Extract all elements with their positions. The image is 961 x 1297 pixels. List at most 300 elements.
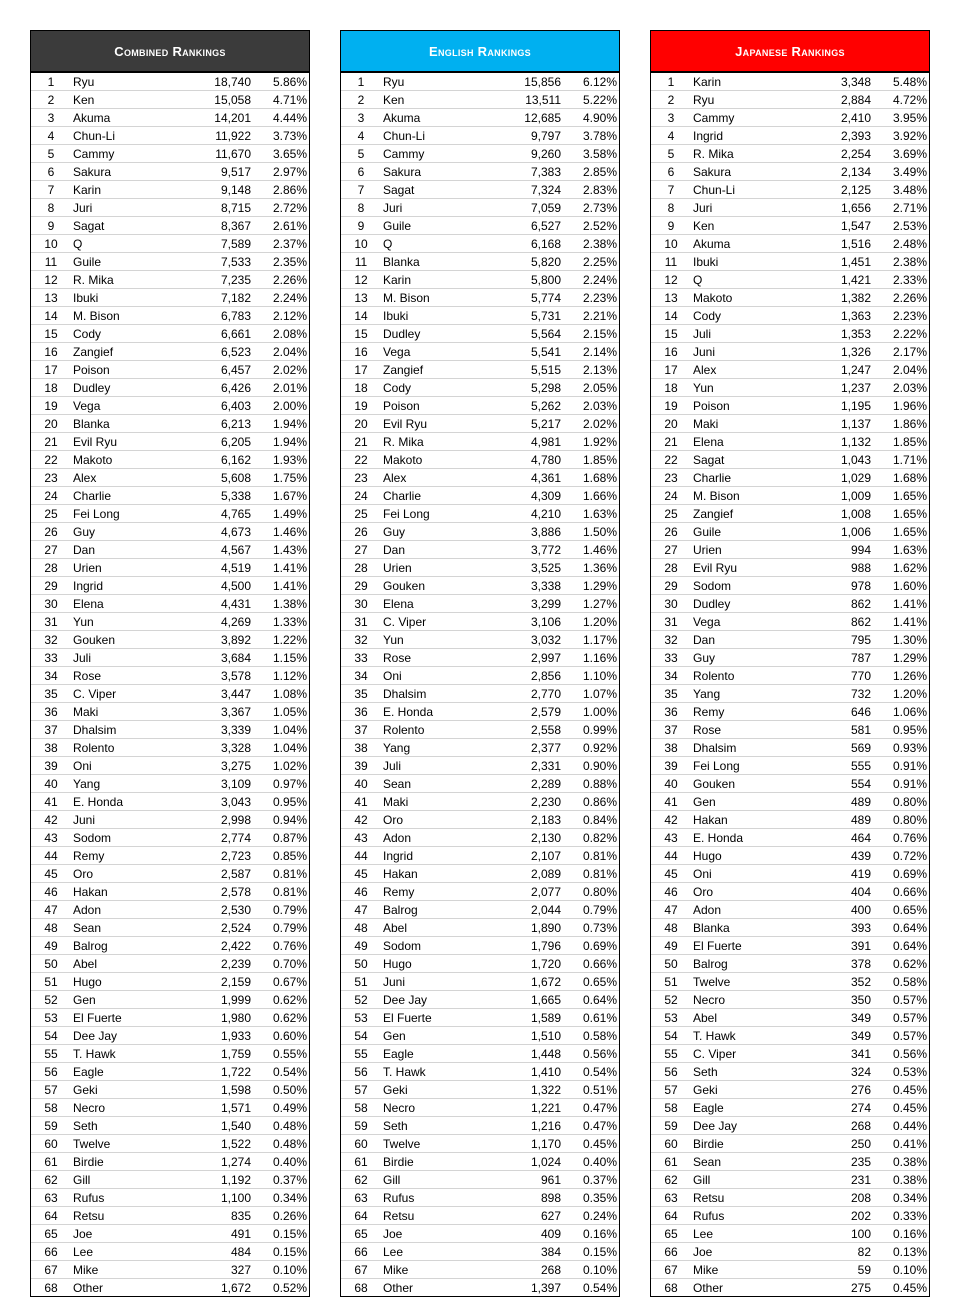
table-row [31, 649, 309, 667]
character-name-cell: Rose [689, 721, 789, 739]
character-name-cell: Fei Long [379, 505, 479, 523]
percent-cell: 1.16% [561, 649, 619, 667]
count-cell: 1,672 [220, 1280, 251, 1295]
character-name-cell: Q [69, 235, 169, 253]
rank-cell: 6 [341, 163, 379, 181]
percent-cell: 3.78% [561, 127, 619, 145]
rank-cell: 41 [651, 793, 689, 811]
rank-cell: 63 [341, 1189, 379, 1207]
count-cell: 3,525 [479, 559, 561, 577]
count-cell: 2,393 [789, 127, 871, 145]
rank-cell: 66 [651, 1243, 689, 1261]
count-cell: 1,247 [789, 361, 871, 379]
character-name-cell: El Fuerte [379, 1009, 479, 1027]
percent-cell: 0.40% [251, 1153, 309, 1171]
count-cell: 2,044 [479, 901, 561, 919]
percent-cell: 4.71% [251, 91, 309, 109]
percent-cell: 1.94% [251, 415, 309, 433]
percent-cell: 1.68% [871, 469, 929, 487]
character-name-cell: Gen [689, 793, 789, 811]
table-row [651, 667, 929, 685]
character-name-cell: Sakura [689, 163, 789, 181]
table-row [651, 631, 929, 649]
percent-cell: 0.99% [561, 721, 619, 739]
percent-cell: 0.56% [871, 1045, 929, 1063]
count-cell: 7,533 [169, 253, 251, 271]
character-name-cell: R. Mika [689, 145, 789, 163]
character-name-cell: Twelve [379, 1135, 479, 1153]
count-cell: 3,578 [169, 667, 251, 685]
table-row [651, 397, 929, 415]
count-cell: 9,797 [479, 127, 561, 145]
table-row [341, 379, 619, 397]
character-name-cell: Abel [689, 1009, 789, 1027]
rank-cell: 20 [651, 415, 689, 433]
count-cell: 231 [789, 1171, 871, 1189]
table-row [341, 127, 619, 145]
character-name-cell: Fei Long [689, 757, 789, 775]
rank-cell: 36 [651, 703, 689, 721]
count-cell: 2,107 [479, 847, 561, 865]
rank-cell: 8 [341, 199, 379, 217]
character-name-cell: Ibuki [69, 289, 169, 307]
count-cell: 9,517 [169, 163, 251, 181]
character-name-cell: Remy [379, 883, 479, 901]
percent-cell: 0.48% [251, 1117, 309, 1135]
character-name-cell: Evil Ryu [379, 415, 479, 433]
count-cell: 1,759 [169, 1045, 251, 1063]
rank-cell: 25 [341, 505, 379, 523]
percent-cell: 0.15% [251, 1243, 309, 1261]
count-cell: 13,511 [479, 91, 561, 109]
count-cell: 6,213 [169, 415, 251, 433]
count-cell: 1,216 [479, 1117, 561, 1135]
percent-cell: 0.67% [251, 973, 309, 991]
count-cell: 324 [789, 1063, 871, 1081]
rank-cell: 38 [341, 739, 379, 757]
rank-cell: 9 [341, 217, 379, 235]
rank-cell: 29 [31, 577, 69, 595]
character-name-cell: Alex [689, 361, 789, 379]
count-cell: 6,205 [169, 433, 251, 451]
rank-cell: 34 [341, 667, 379, 685]
percent-cell: 2.24% [251, 289, 309, 307]
character-name-cell: Vega [379, 343, 479, 361]
character-name-cell: Sakura [69, 163, 169, 181]
percent-cell: 3.95% [871, 109, 929, 127]
count-cell: 3,367 [169, 703, 251, 721]
count-cell: 1,009 [789, 487, 871, 505]
rank-cell: 42 [341, 811, 379, 829]
character-name-cell: Rufus [689, 1207, 789, 1225]
table-row [341, 685, 619, 703]
rank-cell: 68 [354, 1280, 368, 1295]
table-row [31, 415, 309, 433]
percent-cell: 2.85% [561, 163, 619, 181]
table-row [651, 1117, 929, 1135]
character-name-cell: Yang [69, 775, 169, 793]
rank-cell: 47 [341, 901, 379, 919]
count-cell: 11,670 [169, 145, 251, 163]
percent-cell: 1.41% [871, 613, 929, 631]
character-name-cell: E. Honda [379, 703, 479, 721]
rank-cell: 5 [31, 145, 69, 163]
table-row [341, 1099, 619, 1117]
character-name-cell: Q [689, 271, 789, 289]
percent-cell: 4.44% [251, 109, 309, 127]
rank-cell: 13 [31, 289, 69, 307]
character-name-cell: Twelve [69, 1135, 169, 1153]
rank-cell: 43 [341, 829, 379, 847]
count-cell: 9,148 [169, 181, 251, 199]
percent-cell: 0.72% [871, 847, 929, 865]
table-row [31, 631, 309, 649]
character-name-cell: Sagat [689, 451, 789, 469]
percent-cell: 1.41% [251, 577, 309, 595]
rank-cell: 2 [31, 91, 69, 109]
percent-cell: 1.65% [871, 523, 929, 541]
percent-cell: 2.00% [251, 397, 309, 415]
table-row [31, 307, 309, 325]
percent-cell: 0.80% [871, 811, 929, 829]
character-name-cell: Poison [689, 397, 789, 415]
count-cell: 5,298 [479, 379, 561, 397]
percent-cell: 0.54% [561, 1063, 619, 1081]
rank-cell: 28 [341, 559, 379, 577]
character-name-cell: Makoto [689, 289, 789, 307]
count-cell: 1,008 [789, 505, 871, 523]
percent-cell: 0.94% [251, 811, 309, 829]
table-row [341, 901, 619, 919]
count-cell: 2,289 [479, 775, 561, 793]
percent-cell: 2.73% [561, 199, 619, 217]
percent-cell: 0.97% [251, 775, 309, 793]
character-name-cell: Blanka [69, 415, 169, 433]
count-cell: 787 [789, 649, 871, 667]
rank-cell: 32 [341, 631, 379, 649]
percent-cell: 0.87% [251, 829, 309, 847]
combined-rankings-panel [30, 30, 310, 1297]
rank-cell: 26 [31, 523, 69, 541]
count-cell: 6,523 [169, 343, 251, 361]
table-row [31, 577, 309, 595]
table-row [651, 487, 929, 505]
rank-cell: 47 [651, 901, 689, 919]
table-row [651, 1279, 929, 1297]
rank-cell: 18 [31, 379, 69, 397]
percent-cell: 0.79% [251, 919, 309, 937]
percent-cell: 2.08% [251, 325, 309, 343]
table-row [651, 1189, 929, 1207]
rank-cell: 34 [31, 667, 69, 685]
character-name-cell: Cody [379, 379, 479, 397]
percent-cell: 1.49% [251, 505, 309, 523]
table-row [651, 685, 929, 703]
count-cell: 3,299 [479, 595, 561, 613]
percent-cell: 1.60% [871, 577, 929, 595]
percent-cell: 1.27% [561, 595, 619, 613]
percent-cell: 3.73% [251, 127, 309, 145]
character-name-cell: Oni [69, 757, 169, 775]
table-row [31, 901, 309, 919]
character-name-cell: C. Viper [69, 685, 169, 703]
percent-cell: 1.50% [561, 523, 619, 541]
rank-cell: 31 [341, 613, 379, 631]
count-cell: 4,309 [479, 487, 561, 505]
rank-cell: 44 [651, 847, 689, 865]
rank-cell: 50 [651, 955, 689, 973]
character-name-cell: Gouken [379, 577, 479, 595]
character-name-cell: Chun-Li [689, 181, 789, 199]
count-cell: 795 [789, 631, 871, 649]
percent-cell: 2.38% [871, 253, 929, 271]
table-row [651, 901, 929, 919]
count-cell: 1,672 [479, 973, 561, 991]
count-cell: 1,540 [169, 1117, 251, 1135]
percent-cell: 2.14% [561, 343, 619, 361]
rank-cell: 22 [31, 451, 69, 469]
count-cell: 627 [479, 1207, 561, 1225]
character-name-cell: Ingrid [69, 577, 169, 595]
table-row [341, 919, 619, 937]
count-cell: 208 [789, 1189, 871, 1207]
rank-cell: 59 [651, 1117, 689, 1135]
count-cell: 6,403 [169, 397, 251, 415]
table-row [341, 199, 619, 217]
count-cell: 2,884 [789, 91, 871, 109]
table-row [341, 829, 619, 847]
rank-cell: 43 [651, 829, 689, 847]
count-cell: 2,183 [479, 811, 561, 829]
rank-cell: 9 [31, 217, 69, 235]
rank-cell: 49 [341, 937, 379, 955]
percent-cell: 3.58% [561, 145, 619, 163]
table-row [651, 181, 929, 199]
count-cell: 1,363 [789, 307, 871, 325]
count-cell: 581 [789, 721, 871, 739]
percent-cell: 0.45% [871, 1081, 929, 1099]
percent-cell: 0.45% [892, 1280, 927, 1295]
count-cell: 2,587 [169, 865, 251, 883]
count-cell: 978 [789, 577, 871, 595]
table-row [341, 1045, 619, 1063]
percent-cell: 2.21% [561, 307, 619, 325]
percent-cell: 0.15% [561, 1243, 619, 1261]
table-row [341, 253, 619, 271]
table-row [31, 199, 309, 217]
character-name-cell: Hakan [689, 811, 789, 829]
character-name-cell: R. Mika [379, 433, 479, 451]
count-cell: 1,043 [789, 451, 871, 469]
count-cell: 7,383 [479, 163, 561, 181]
percent-cell: 0.44% [871, 1117, 929, 1135]
rank-cell: 22 [651, 451, 689, 469]
percent-cell: 0.57% [871, 1009, 929, 1027]
table-row [341, 1189, 619, 1207]
percent-cell: 0.79% [251, 901, 309, 919]
percent-cell: 1.29% [561, 577, 619, 595]
table-row [341, 1135, 619, 1153]
percent-cell: 0.73% [561, 919, 619, 937]
percent-cell: 1.65% [871, 505, 929, 523]
table-row [651, 1261, 929, 1279]
character-name-cell: Eagle [69, 1063, 169, 1081]
count-cell: 4,765 [169, 505, 251, 523]
character-name-cell: Karin [689, 73, 789, 91]
count-cell: 5,774 [479, 289, 561, 307]
character-name-cell: Ingrid [379, 847, 479, 865]
percent-cell: 1.04% [251, 739, 309, 757]
percent-cell: 0.65% [561, 973, 619, 991]
count-cell: 2,998 [169, 811, 251, 829]
percent-cell: 2.24% [561, 271, 619, 289]
character-name-cell: Juni [379, 973, 479, 991]
table-row [341, 955, 619, 973]
percent-cell: 2.33% [871, 271, 929, 289]
rank-cell: 41 [31, 793, 69, 811]
percent-cell: 2.86% [251, 181, 309, 199]
table-row [651, 451, 929, 469]
character-name-cell: Rose [69, 667, 169, 685]
rank-cell: 65 [341, 1225, 379, 1243]
character-name-cell: Akuma [69, 109, 169, 127]
percent-cell: 0.13% [871, 1243, 929, 1261]
table-row [651, 613, 929, 631]
percent-cell: 2.72% [251, 199, 309, 217]
table-row [651, 559, 929, 577]
percent-cell: 1.12% [251, 667, 309, 685]
table-row [31, 217, 309, 235]
count-cell: 5,262 [479, 397, 561, 415]
percent-cell: 1.85% [871, 433, 929, 451]
table-row [341, 559, 619, 577]
percent-cell: 0.35% [561, 1189, 619, 1207]
rank-cell: 26 [341, 523, 379, 541]
percent-cell: 0.47% [561, 1099, 619, 1117]
table-row [341, 523, 619, 541]
table-row [341, 415, 619, 433]
table-row [341, 1171, 619, 1189]
count-cell: 1,571 [169, 1099, 251, 1117]
percent-cell: 2.26% [251, 271, 309, 289]
count-cell: 2,125 [789, 181, 871, 199]
rank-cell: 38 [31, 739, 69, 757]
character-name-cell: Yang [689, 685, 789, 703]
rank-cell: 64 [31, 1207, 69, 1225]
rank-cell: 20 [341, 415, 379, 433]
table-row [31, 505, 309, 523]
rank-cell: 29 [651, 577, 689, 595]
table-row [651, 829, 929, 847]
character-name-cell: Other [73, 1280, 104, 1295]
rank-cell: 50 [31, 955, 69, 973]
table-row [651, 757, 929, 775]
rank-cell: 32 [31, 631, 69, 649]
character-name-cell: Abel [69, 955, 169, 973]
count-cell: 489 [789, 811, 871, 829]
combined-rankings-title: Combined Rankings [114, 43, 226, 59]
rank-cell: 11 [341, 253, 379, 271]
count-cell: 7,589 [169, 235, 251, 253]
percent-cell: 1.75% [251, 469, 309, 487]
character-name-cell: Guy [379, 523, 479, 541]
table-row [31, 235, 309, 253]
count-cell: 9,260 [479, 145, 561, 163]
character-name-cell: Dhalsim [379, 685, 479, 703]
percent-cell: 0.62% [871, 955, 929, 973]
percent-cell: 1.02% [251, 757, 309, 775]
percent-cell: 2.13% [561, 361, 619, 379]
character-name-cell: Gen [379, 1027, 479, 1045]
rank-cell: 28 [31, 559, 69, 577]
table-row [651, 595, 929, 613]
rank-cell: 35 [651, 685, 689, 703]
table-row [341, 361, 619, 379]
character-name-cell: Poison [69, 361, 169, 379]
percent-cell: 1.71% [871, 451, 929, 469]
character-name-cell: T. Hawk [379, 1063, 479, 1081]
character-name-cell: Elena [689, 433, 789, 451]
count-cell: 2,723 [169, 847, 251, 865]
rank-cell: 51 [651, 973, 689, 991]
character-name-cell: E. Honda [689, 829, 789, 847]
percent-cell: 3.48% [871, 181, 929, 199]
character-name-cell: Adon [69, 901, 169, 919]
count-cell: 898 [479, 1189, 561, 1207]
character-name-cell: M. Bison [689, 487, 789, 505]
count-cell: 1,720 [479, 955, 561, 973]
table-row [651, 973, 929, 991]
count-cell: 1,796 [479, 937, 561, 955]
percent-cell: 2.17% [871, 343, 929, 361]
count-cell: 8,367 [169, 217, 251, 235]
character-name-cell: Adon [379, 829, 479, 847]
percent-cell: 2.52% [561, 217, 619, 235]
percent-cell: 0.16% [561, 1225, 619, 1243]
count-cell: 2,856 [479, 667, 561, 685]
percent-cell: 0.48% [251, 1135, 309, 1153]
table-row [651, 289, 929, 307]
table-row [31, 991, 309, 1009]
character-name-cell: Dan [689, 631, 789, 649]
rank-cell: 45 [651, 865, 689, 883]
character-name-cell: Vega [69, 397, 169, 415]
character-name-cell: Birdie [379, 1153, 479, 1171]
percent-cell: 0.76% [251, 937, 309, 955]
rank-cell: 23 [31, 469, 69, 487]
rank-cell: 13 [341, 289, 379, 307]
character-name-cell: Other [383, 1280, 414, 1295]
rank-cell: 33 [31, 649, 69, 667]
table-row [31, 757, 309, 775]
table-row [651, 577, 929, 595]
percent-cell: 2.02% [251, 361, 309, 379]
rank-cell: 58 [651, 1099, 689, 1117]
count-cell: 2,410 [789, 109, 871, 127]
percent-cell: 2.04% [871, 361, 929, 379]
count-cell: 235 [789, 1153, 871, 1171]
table-row [341, 541, 619, 559]
percent-cell: 0.66% [561, 955, 619, 973]
count-cell: 4,519 [169, 559, 251, 577]
rank-cell: 35 [31, 685, 69, 703]
character-name-cell: Oni [689, 865, 789, 883]
character-name-cell: El Fuerte [689, 937, 789, 955]
table-row [31, 973, 309, 991]
table-row [31, 955, 309, 973]
count-cell: 4,567 [169, 541, 251, 559]
table-row [651, 379, 929, 397]
